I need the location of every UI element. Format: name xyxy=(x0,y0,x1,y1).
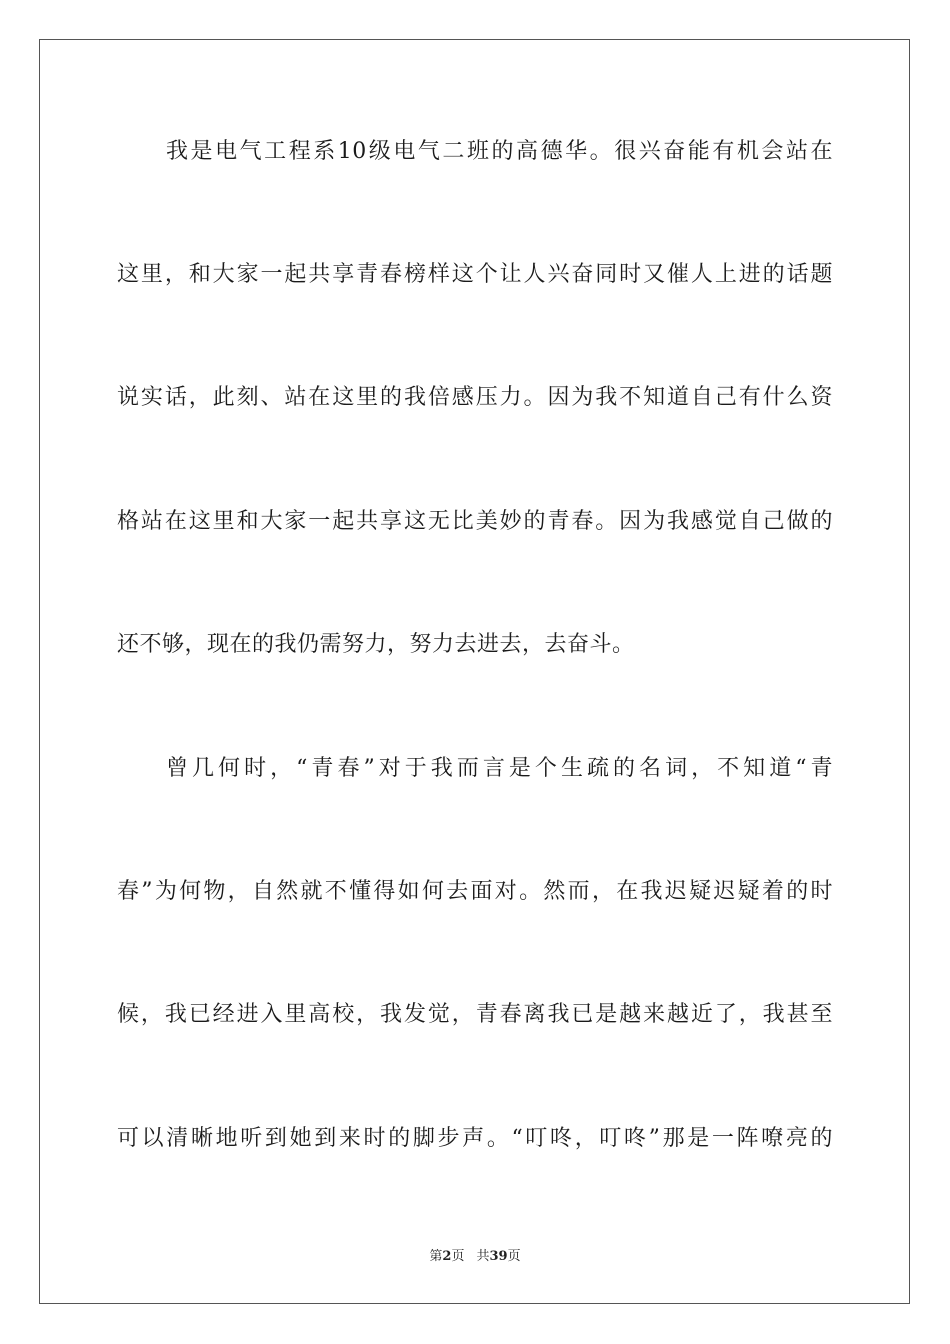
paragraph-2-line-1: 曾几何时，“青春”对于我而言是个生疏的名词，不知道“青 xyxy=(166,756,833,781)
paragraph-2-line-2: 春”为何物，自然就不懂得如何去面对。然而，在我迟疑迟疑着的时 xyxy=(117,879,833,904)
page-footer xyxy=(0,1248,950,1266)
total-prefix: 共 xyxy=(476,1249,490,1264)
total-pages: 39 xyxy=(489,1249,508,1264)
page-border xyxy=(39,39,910,1304)
page-prefix: 第 xyxy=(429,1249,443,1264)
paragraph-1-line-2: 这里，和大家一起共享青春榜样这个让人兴奋同时又催人上进的话题 xyxy=(117,262,833,287)
page-number: 2 xyxy=(442,1249,452,1264)
paragraph-2-line-3: 候，我已经进入里高校，我发觉，青春离我已是越来越近了，我甚至 xyxy=(117,1002,833,1027)
paragraph-2-line-4: 可以清晰地听到她到来时的脚步声。“叮咚，叮咚”那是一阵嘹亮的 xyxy=(117,1126,833,1151)
page-suffix: 页 xyxy=(451,1249,465,1264)
paragraph-1-line-4: 格站在这里和大家一起共享这无比美妙的青春。因为我感觉自己做的 xyxy=(117,509,833,534)
paragraph-1-line-3: 说实话，此刻、站在这里的我倍感压力。因为我不知道自己有什么资 xyxy=(117,385,833,410)
paragraph-1-line-1: 我是电气工程系10级电气二班的高德华。很兴奋能有机会站在 xyxy=(166,139,833,164)
total-suffix: 页 xyxy=(507,1249,521,1264)
paragraph-1-line-5: 还不够，现在的我仍需努力，努力去进去，去奋斗。 xyxy=(117,632,635,657)
